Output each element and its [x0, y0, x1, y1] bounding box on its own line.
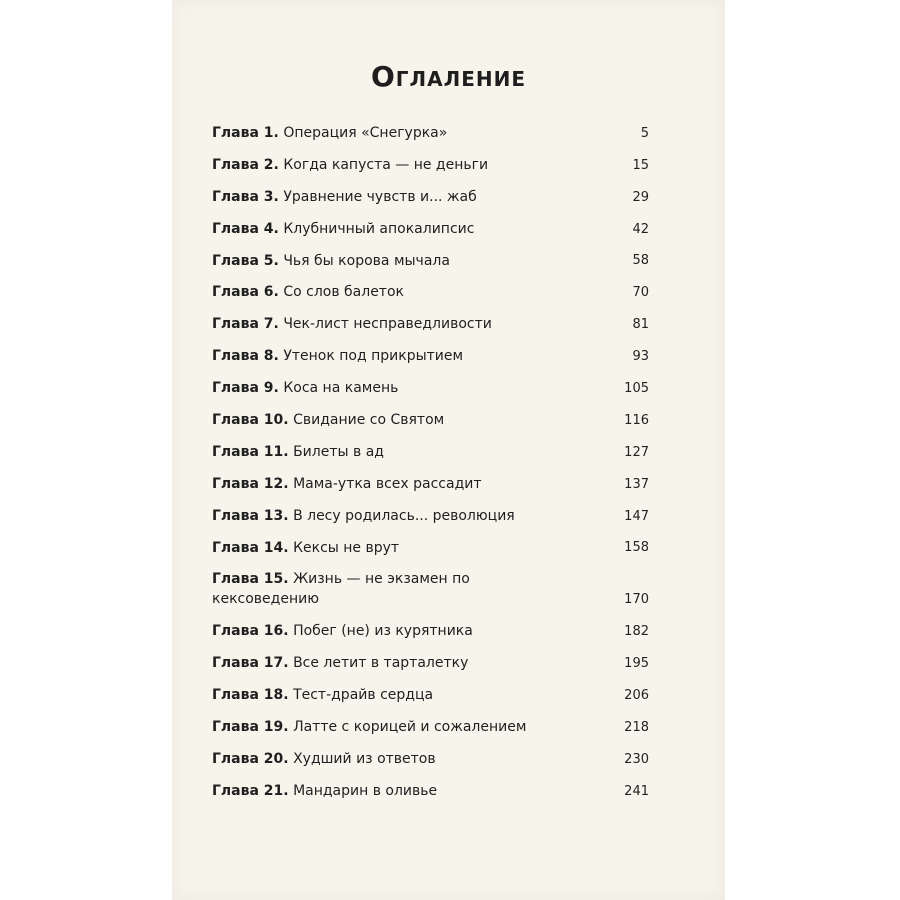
- chapter-title: Все летит в тарталетку: [293, 655, 469, 672]
- chapter-label: Глава 13.: [212, 507, 289, 524]
- chapter-title: Со слов балеток: [283, 284, 404, 301]
- toc-entry-2: [212, 150, 649, 182]
- toc-entry-12: [212, 469, 649, 501]
- page-number: 116: [624, 412, 649, 428]
- page-number: 195: [624, 656, 649, 672]
- chapter-title: Когда капуста — не деньги: [283, 156, 489, 173]
- page-number: 15: [632, 157, 649, 173]
- chapter-title: Латте с корицей и сожалением: [293, 719, 527, 736]
- chapter-title: Мандарин в оливье: [293, 782, 438, 799]
- toc-entry-9: [212, 373, 649, 405]
- chapter-title: Мама-утка всех рассадит: [293, 475, 482, 492]
- chapter-title: Билеты в ад: [293, 443, 384, 460]
- toc-entry-3: [212, 182, 649, 214]
- chapter-label: Глава 12.: [212, 475, 289, 492]
- chapter-label: Глава 19.: [212, 719, 289, 736]
- book-page: [172, 0, 725, 900]
- toc-entry-1: [212, 118, 649, 150]
- page-number: 81: [632, 317, 649, 333]
- page-number: 158: [624, 540, 649, 556]
- chapter-label: Глава 9.: [212, 380, 279, 397]
- chapter-title: Утенок под прикрытием: [283, 348, 464, 365]
- page-number: 147: [624, 508, 649, 524]
- toc-entry-7: [212, 309, 649, 341]
- chapter-title: Жизнь — не экзамен по кексоведению: [212, 571, 470, 608]
- page-number: 241: [624, 783, 649, 799]
- toc-entry-5: [212, 246, 649, 278]
- chapter-title: Тест-драйв сердца: [293, 687, 434, 704]
- chapter-label: Глава 18.: [212, 687, 289, 704]
- chapter-title: Уравнение чувств и... жаб: [283, 188, 477, 205]
- page-number: 206: [624, 688, 649, 704]
- chapter-title: Операция «Снегурка»: [283, 125, 448, 141]
- page-number: 230: [624, 751, 649, 767]
- toc-entry-15: [212, 564, 649, 616]
- chapter-label: Глава 10.: [212, 412, 289, 429]
- chapter-title: Клубничный апокалипсис: [283, 220, 475, 237]
- toc-entry-18: [212, 680, 649, 712]
- chapter-title: Чья бы корова мычала: [283, 252, 450, 269]
- page-number: 137: [624, 476, 649, 492]
- page-number: 105: [624, 381, 649, 397]
- toc-entry-21: [212, 776, 649, 808]
- toc-entry-19: [212, 712, 649, 744]
- chapter-title: В лесу родилась... революция: [293, 507, 515, 524]
- chapter-label: Глава 8.: [212, 348, 279, 365]
- page-number: 42: [632, 221, 649, 237]
- toc-entry-16: [212, 616, 649, 648]
- chapter-label: Глава 4.: [212, 220, 279, 237]
- page-number: 93: [632, 349, 649, 365]
- chapter-label: Глава 7.: [212, 316, 279, 333]
- chapter-title: Свидание со Святом: [293, 412, 445, 429]
- chapter-title: Коса на камень: [283, 380, 399, 397]
- chapter-label: Глава 15.: [212, 571, 289, 588]
- table-of-contents: [212, 118, 649, 808]
- chapter-label: Глава 16.: [212, 623, 289, 640]
- toc-entry-17: [212, 648, 649, 680]
- toc-entry-10: [212, 405, 649, 437]
- toc-entry-4: [212, 214, 649, 246]
- page-number: 127: [624, 444, 649, 460]
- chapter-label: Глава 5.: [212, 252, 279, 269]
- toc-entry-8: [212, 341, 649, 373]
- chapter-label: Глава 17.: [212, 655, 289, 672]
- page-number: 58: [632, 253, 649, 269]
- page-number: 70: [632, 285, 649, 301]
- toc-entry-11: [212, 437, 649, 469]
- chapter-label: Глава 3.: [212, 188, 279, 205]
- chapter-label: Глава 1.: [212, 125, 279, 141]
- page-number: 29: [632, 189, 649, 205]
- page-number: 182: [624, 624, 649, 640]
- page-title: Оглаление: [370, 60, 527, 93]
- chapter-label: Глава 14.: [212, 539, 289, 556]
- chapter-title: Побег (не) из курятника: [293, 623, 473, 640]
- page-number: 5: [640, 125, 649, 141]
- chapter-label: Глава 21.: [212, 782, 289, 799]
- toc-entry-20: [212, 744, 649, 776]
- page-number: 170: [624, 592, 649, 608]
- toc-entry-14: [212, 533, 649, 565]
- chapter-label: Глава 11.: [212, 443, 289, 460]
- page-number: 218: [624, 720, 649, 736]
- toc-entry-13: [212, 501, 649, 533]
- chapter-label: Глава 20.: [212, 751, 289, 768]
- chapter-title: Худший из ответов: [293, 751, 436, 768]
- chapter-label: Глава 2.: [212, 156, 279, 173]
- chapter-label: Глава 6.: [212, 284, 279, 301]
- chapter-title: Чек-лист несправедливости: [283, 316, 492, 333]
- toc-entry-6: [212, 277, 649, 309]
- chapter-title: Кексы не врут: [293, 539, 400, 556]
